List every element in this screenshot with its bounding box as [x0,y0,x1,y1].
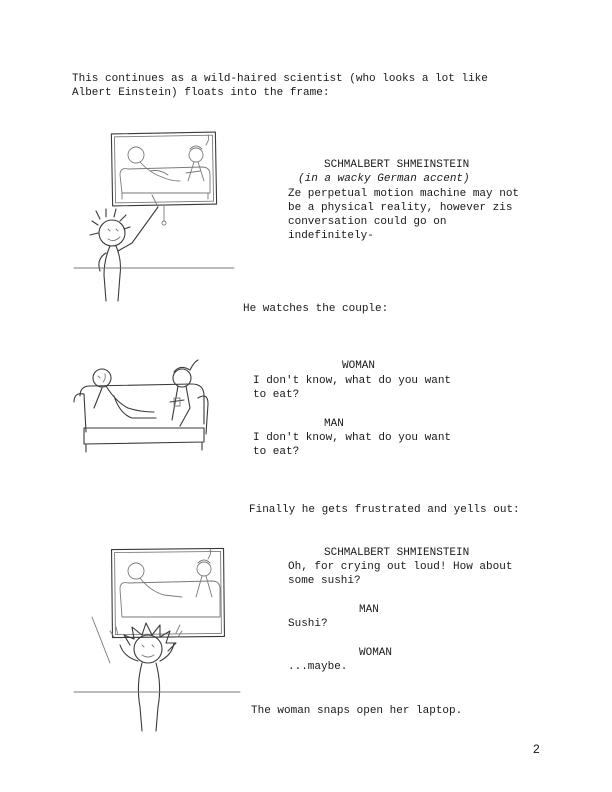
dialogue-line: ...maybe. [288,661,348,673]
dialogue-line: conversation could go on [288,216,447,228]
speaker-woman-2: WOMAN [359,647,393,659]
speaker-man-1: MAN [324,418,344,430]
dialogue-line: some sushi? [288,575,361,587]
intro-line-1: This continues as a wild-haired scientist (who looks a lot like [72,73,488,85]
intro-line-2: Albert Einstein) floats into the frame: [72,87,330,99]
speaker-man-2: MAN [359,604,379,616]
action-line-2: Finally he gets frustrated and yells out: [249,504,520,516]
dialogue-line: I don't know, what do you want [253,432,452,444]
dialogue-line: Oh, for crying out loud! How about [288,561,513,573]
parenthetical-german-accent: (in a wacky German accent) [298,173,470,185]
dialogue-line: to eat? [253,446,300,458]
dialogue-line: indefinitely- [288,230,374,242]
page-number: 2 [533,742,540,756]
speaker-schmalbert-1: SCHMALBERT SHMEINSTEIN [324,159,470,171]
dialogue-line: Ze perpetual motion machine may not [288,188,520,200]
couple-on-couch-sketch [70,352,215,462]
frustrated-scientist-sketch [70,545,245,735]
speaker-woman-1: WOMAN [342,360,376,372]
scientist-pointing-sketch [70,125,240,310]
dialogue-line: I don't know, what do you want [253,375,452,387]
action-line-3: The woman snaps open her laptop. [251,705,463,717]
dialogue-line: be a physical reality, however zis [288,202,513,214]
action-line-1: He watches the couple: [243,303,389,315]
dialogue-line: to eat? [253,389,300,401]
dialogue-line: Sushi? [288,618,328,630]
speaker-schmalbert-2: SCHMALBERT SHMIENSTEIN [324,547,470,559]
